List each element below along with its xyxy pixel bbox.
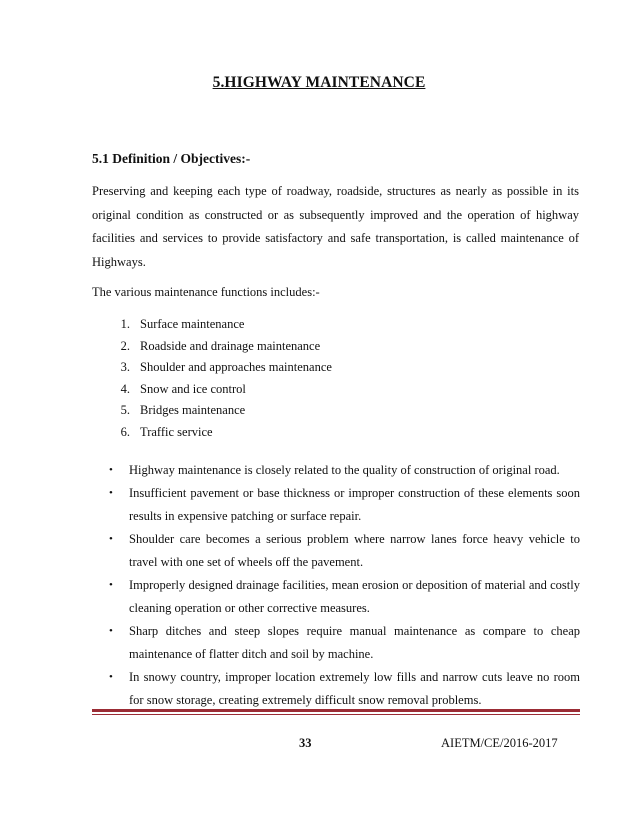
list-number: 2.	[120, 338, 130, 353]
bullet-text: Insufficient pavement or base thickness or improper construction of these elements soon results in expensive patching or surface repair.	[129, 486, 580, 523]
list-item-text: Shoulder and approaches maintenance	[140, 360, 332, 375]
footer-divider-thin	[92, 714, 580, 715]
list-item	[92, 357, 332, 379]
bullet-item	[92, 528, 580, 574]
list-item	[92, 379, 332, 401]
document-code: AIETM/CE/2016-2017	[441, 736, 558, 750]
footer-divider-thick	[92, 709, 580, 712]
list-item	[92, 422, 332, 444]
bullet-icon: •	[109, 625, 113, 637]
definition-paragraph: Preserving and keeping each type of roadway, roadside, structures as nearly as possible in its original condition as constructed or as subsequently improved and the operation of highway facilities and services to provide satisfactory and safe transportation, is called maintenance of Highways.	[92, 184, 579, 269]
list-number: 6.	[120, 424, 130, 439]
bullet-icon: •	[109, 464, 113, 476]
section-heading: 5.1 Definition / Objectives:-	[92, 151, 251, 166]
bullet-icon: •	[109, 487, 113, 499]
bullet-icon: •	[109, 671, 113, 683]
bullet-text: In snowy country, improper location extremely low fills and narrow cuts leave no room for snow storage, creating extremely difficult snow removal problems.	[129, 670, 580, 707]
list-item	[92, 336, 332, 358]
page-title: 5.HIGHWAY MAINTENANCE	[212, 74, 426, 91]
bullet-text: Improperly designed drainage facilities, mean erosion or deposition of material and costly cleaning operation or other corrective measures.	[129, 578, 580, 615]
functions-list	[92, 314, 332, 444]
list-number: 1.	[120, 317, 130, 331]
list-item-text: Bridges maintenance	[140, 403, 246, 418]
page-number: 33	[299, 736, 312, 750]
list-item-text: Snow and ice control	[140, 381, 246, 396]
bullet-icon: •	[109, 579, 113, 591]
bullet-item	[92, 574, 580, 620]
bullet-text: Shoulder care becomes a serious problem where narrow lanes force heavy vehicle to travel with one set of wheels off the pavement.	[129, 532, 580, 569]
bullet-icon: •	[109, 533, 113, 545]
list-item-text: Traffic service	[140, 424, 213, 439]
list-number: 4.	[120, 381, 130, 396]
list-number: 3.	[120, 360, 130, 375]
bullet-text: Highway maintenance is closely related to the quality of construction of original road.	[129, 463, 560, 477]
bullet-item	[92, 666, 580, 712]
functions-intro: The various maintenance functions includes:-	[92, 285, 320, 299]
bullet-item	[92, 620, 580, 666]
bullet-item	[92, 459, 580, 482]
list-item	[92, 314, 332, 336]
bullet-list	[92, 459, 580, 712]
bullet-item	[92, 482, 580, 528]
list-item-text: Surface maintenance	[140, 317, 245, 331]
bullet-text: Sharp ditches and steep slopes require manual maintenance as compare to cheap maintenance of flatter ditch and soil by machine.	[129, 624, 580, 661]
list-number: 5.	[120, 403, 130, 418]
list-item-text: Roadside and drainage maintenance	[140, 338, 321, 353]
list-item	[92, 400, 332, 422]
